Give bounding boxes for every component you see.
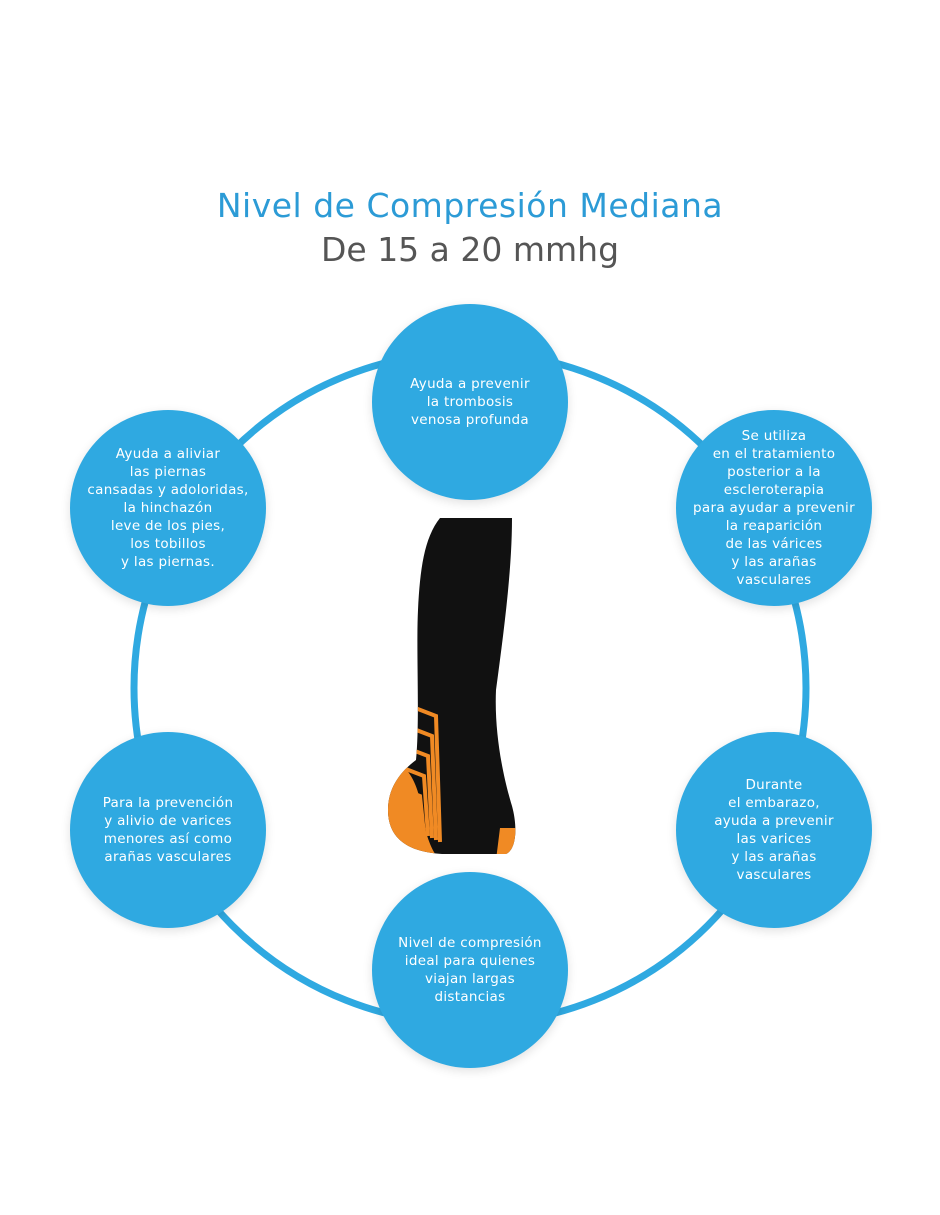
page-title: Nivel de Compresión Mediana xyxy=(216,186,724,225)
benefit-bubble-bottom xyxy=(372,872,568,1068)
benefit-text: Para la prevención y alivio de varices menores así como arañas vasculares xyxy=(102,795,234,865)
benefit-bubble-top-right xyxy=(676,410,872,606)
benefit-bubble-bottom-right xyxy=(676,732,872,928)
page-subtitle: De 15 a 20 mmhg xyxy=(320,230,620,269)
benefit-text: Se utiliza en el tratamiento posterior a la escleroterapia para ayudar a prevenir la reaparición de las várices y las arañas vasculares xyxy=(693,428,855,588)
benefit-text: Nivel de compresión ideal para quienes viajan largas distancias xyxy=(398,935,542,1005)
benefit-bubble-top-left xyxy=(70,410,266,606)
benefit-bubble-top xyxy=(372,304,568,500)
benefit-text: Ayuda a prevenir la trombosis venosa profunda xyxy=(410,376,530,428)
benefit-text: Ayuda a aliviar las piernas cansadas y adoloridas, la hinchazón leve de los pies, los tobillos y las piernas. xyxy=(87,446,249,570)
benefit-text: Durante el embarazo, ayuda a prevenir las varices y las arañas vasculares xyxy=(714,777,834,883)
compression-sock-icon xyxy=(380,510,530,860)
benefit-bubble-bottom-left xyxy=(70,732,266,928)
